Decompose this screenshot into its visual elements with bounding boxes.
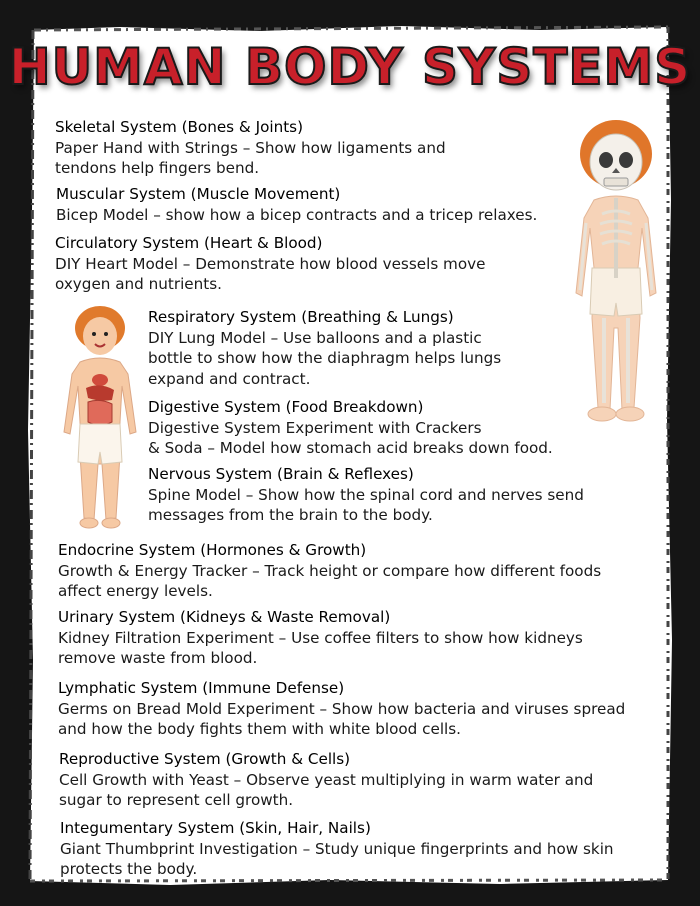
section-lymphatic (58, 678, 625, 740)
section-line: oxygen and nutrients. (55, 275, 222, 293)
section-heading: Skeletal System (Bones & Joints) (55, 118, 303, 136)
section-line: DIY Heart Model – Demonstrate how blood vessels move (55, 254, 486, 273)
page-title: HUMAN BODY SYSTEMS (8, 38, 692, 96)
section-line: Giant Thumbprint Investigation – Study unique fingerprints and how skin (60, 839, 614, 858)
section-line: protects the body. (60, 860, 198, 878)
skeleton-illustration (556, 118, 676, 434)
section-line: Kidney Filtration Experiment – Use coffee filters to show how kidneys (58, 628, 583, 647)
section-line: Bicep Model – show how a bicep contracts and a tricep relaxes. (56, 205, 538, 224)
section-line: sugar to represent cell growth. (59, 791, 294, 809)
section-skeletal (55, 117, 446, 179)
section-line: and how the body fights them with white blood cells. (58, 720, 462, 738)
section-heading: Urinary System (Kidneys & Waste Removal) (58, 608, 391, 626)
section-line: Digestive System Experiment with Crackers (148, 418, 482, 437)
section-digestive (148, 397, 553, 459)
section-respiratory (148, 307, 501, 389)
section-heading: Muscular System (Muscle Movement) (56, 185, 341, 203)
digestive-boy-illustration (62, 304, 140, 534)
section-heading: Reproductive System (Growth & Cells) (59, 750, 351, 768)
section-muscular (56, 184, 537, 225)
section-nervous (148, 464, 584, 526)
section-line: DIY Lung Model – Use balloons and a plastic (148, 328, 482, 347)
section-line: expand and contract. (148, 369, 311, 388)
section-endocrine (58, 540, 601, 602)
section-heading: Nervous System (Brain & Reflexes) (148, 465, 414, 483)
section-heading: Lymphatic System (Immune Defense) (58, 679, 345, 697)
section-circulatory (55, 233, 485, 295)
section-heading: Integumentary System (Skin, Hair, Nails) (60, 819, 371, 837)
section-line: remove waste from blood. (58, 649, 258, 667)
section-line: tendons help fingers bend. (55, 159, 260, 177)
section-line: Paper Hand with Strings – Show how ligaments and (55, 138, 446, 157)
section-line: Cell Growth with Yeast – Observe yeast multiplying in warm water and (59, 770, 594, 789)
section-line: affect energy levels. (58, 582, 213, 600)
section-heading: Respiratory System (Breathing & Lungs) (148, 308, 454, 326)
section-line: Spine Model – Show how the spinal cord and nerves send (148, 485, 584, 504)
section-line: & Soda – Model how stomach acid breaks down food. (148, 439, 553, 457)
section-line: messages from the brain to the body. (148, 506, 433, 524)
section-reproductive (59, 749, 593, 811)
section-line: Germs on Bread Mold Experiment – Show how bacteria and viruses spread (58, 699, 626, 718)
section-line: Growth & Energy Tracker – Track height or compare how different foods (58, 561, 602, 580)
section-integumentary (60, 818, 614, 880)
section-heading: Endocrine System (Hormones & Growth) (58, 541, 367, 559)
section-line: bottle to show how the diaphragm helps lungs (148, 349, 502, 367)
section-heading: Circulatory System (Heart & Blood) (55, 234, 323, 252)
section-urinary (58, 607, 583, 669)
section-heading: Digestive System (Food Breakdown) (148, 398, 424, 416)
